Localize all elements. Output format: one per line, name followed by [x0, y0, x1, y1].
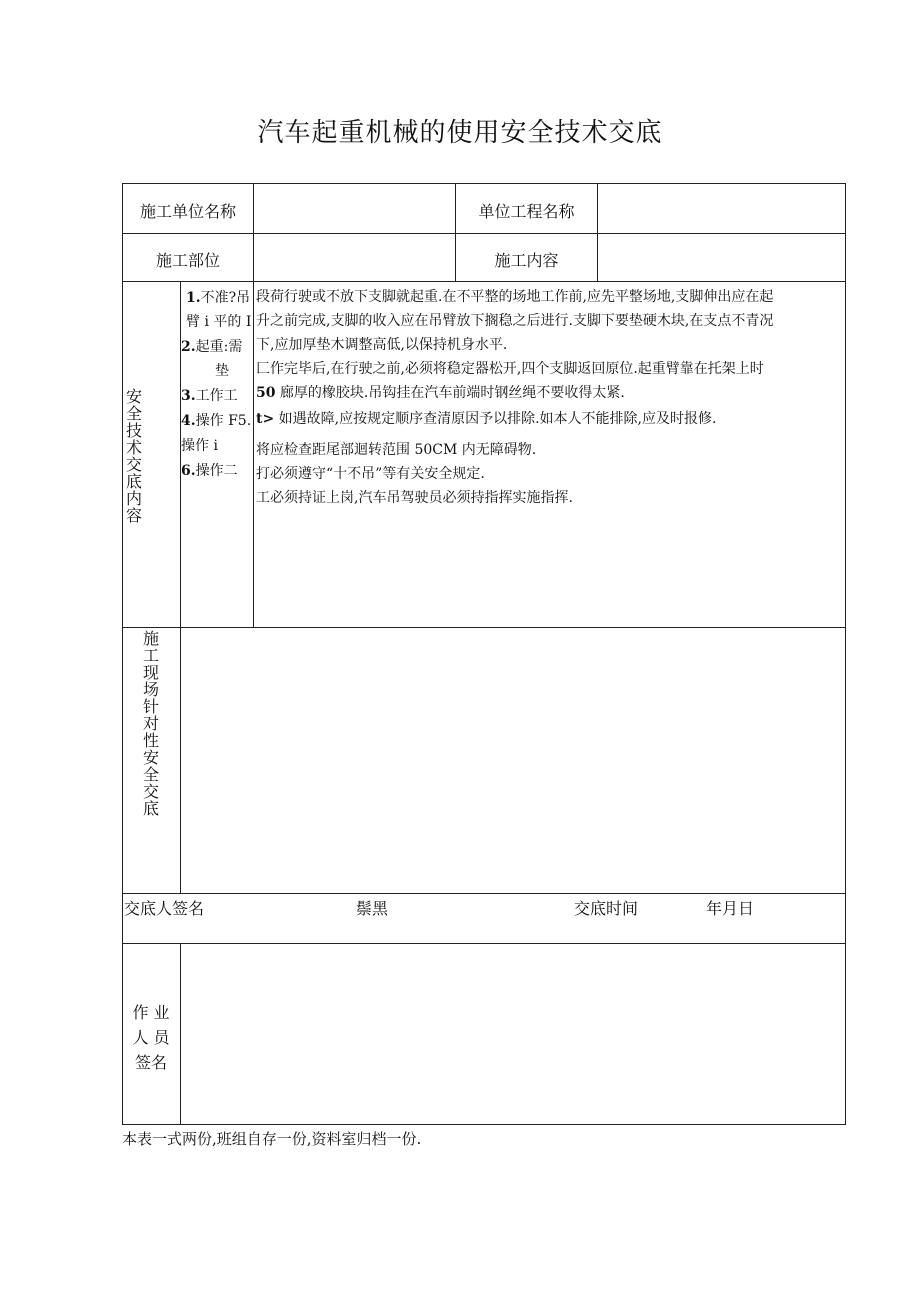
part-label: 施工部位 [155, 251, 220, 270]
content-label: 施工内容 [494, 251, 559, 270]
workers-label-line2: 人 员 [132, 1028, 170, 1047]
left-item: 1.不准?吊 [186, 290, 251, 306]
left-item: 6.操作二 [181, 463, 238, 479]
unit-name-label: 施工单位名称 [139, 202, 236, 221]
body-line: 50 廊厚的橡胶块.吊钩挂在汽车前端时钢丝绳不要收得太紧. [256, 385, 625, 401]
left-item: 操作 i [181, 438, 218, 454]
left-item: 2.起重:需 [181, 339, 243, 355]
left-item: 臂 i 平的 I [186, 314, 252, 330]
page-title: 汽车起重机械的使用安全技术交底 [257, 118, 663, 148]
body-line: 将应检查距尾部迴转范围 50CM 内无障碍物. [256, 442, 537, 458]
left-item: 垫 [215, 363, 229, 379]
footer-note: 本表一式两份,班组自存一份,资料室归档一份. [122, 1130, 422, 1148]
body-line: 打必须遵守“十不吊”等有关安全规定. [256, 466, 485, 482]
workers-label-line1: 作 业 [132, 1003, 170, 1022]
body-line: 匚作完毕后,在行驶之前,必须将稳定器松开,四个支脚返回原位.起重臂靠在托架上时 [256, 361, 764, 377]
body-line: 升之前完成,支脚的收入应在吊臂放下搁稳之后进行.支脚下要垫硬木块,在支点不青况 [256, 313, 774, 329]
site-section-label: 施 工 现 场 针 对 性 安 全 交 底 [142, 629, 159, 818]
body-line: 段荷行驶或不放下支脚就起重.在不平整的场地工作前,应先平整场地,支脚伸出应在起 [256, 289, 774, 305]
signer-label: 交底人签名 [124, 899, 205, 918]
signer-value: 鬃黑 [356, 899, 389, 918]
left-item: 3.工作工 [181, 388, 238, 404]
time-label: 交底时间 [574, 899, 639, 918]
body-line: 下,应加厚垫木调整高低,以保持机身水平. [256, 337, 508, 353]
project-name-label: 单位工程名称 [478, 202, 575, 221]
left-item: 4.操作 F5. [181, 413, 252, 429]
safety-section-label: 安 全 技 术 交 底 内 容 [125, 387, 142, 525]
body-line: t> 如遇故障,应按规定顺序查清原因予以排除.如本人不能排除,应及时报修. [256, 411, 717, 427]
date-label: 年月日 [706, 899, 755, 918]
body-line: 工必须持证上岗,汽车吊驾驶员必须持指挥实施指挥. [256, 490, 573, 506]
workers-label-line3: 签名 [134, 1053, 167, 1072]
